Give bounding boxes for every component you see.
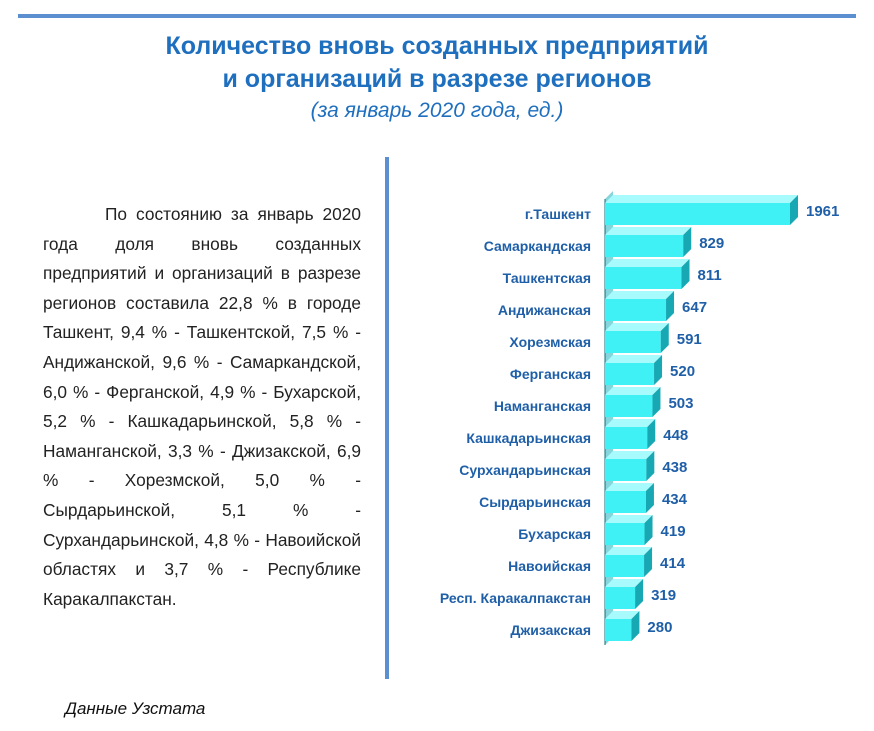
bar-front-face [605, 459, 646, 481]
category-label: Сырдарьинская [479, 494, 591, 510]
bar-front-face [605, 267, 682, 289]
data-label: 503 [668, 395, 694, 412]
data-label: 829 [699, 235, 725, 252]
page-title [0, 30, 874, 96]
top-rule [18, 14, 856, 18]
bar-front-face [605, 523, 645, 545]
bar-top-face [605, 483, 654, 491]
category-label: Наманганская [493, 398, 591, 414]
bar-front-face [605, 235, 683, 257]
bar-top-face [605, 227, 691, 235]
data-label: 419 [660, 523, 686, 540]
bar-front-face [605, 331, 661, 353]
bar-top-face [605, 547, 652, 555]
category-label: Сурхандарьинская [459, 462, 591, 478]
bar-top-face [605, 387, 660, 395]
bar-front-face [605, 619, 631, 641]
category-label: Ташкентская [502, 270, 591, 286]
data-label: 591 [676, 331, 702, 348]
data-label: 520 [670, 363, 696, 380]
data-label: 280 [647, 619, 673, 636]
category-label: Респ. Каракалпакстан [439, 590, 591, 606]
chart-category-labels [440, 206, 591, 638]
category-label: Бухарская [518, 526, 591, 542]
bar [605, 483, 654, 513]
data-label: 414 [660, 555, 686, 572]
bar-front-face [605, 427, 647, 449]
category-label: Самаркандская [483, 238, 591, 254]
bar-top-face [605, 291, 674, 299]
bar-top-face [605, 419, 655, 427]
title-line-1: Количество вновь созданных предприятий [165, 32, 709, 60]
category-label: Ферганская [509, 366, 591, 382]
regions-bar-chart [395, 185, 855, 665]
bar [605, 387, 660, 417]
category-label: г.Ташкент [524, 206, 591, 222]
bar [605, 291, 674, 321]
bar-front-face [605, 555, 644, 577]
bar-front-face [605, 203, 790, 225]
bar-front-face [605, 395, 652, 417]
bar [605, 611, 639, 641]
bar [605, 547, 652, 577]
bar-top-face [605, 195, 798, 203]
data-label: 647 [682, 299, 708, 316]
bar [605, 227, 691, 257]
bar-front-face [605, 299, 666, 321]
data-label: 1961 [806, 203, 840, 220]
bar-top-face [605, 323, 669, 331]
data-label: 319 [651, 587, 677, 604]
category-label: Хорезмская [509, 334, 591, 350]
source-note: Данные Узстата [65, 699, 206, 718]
title-line-2: и организаций в разрезе регионов [222, 65, 652, 93]
bar [605, 195, 798, 225]
bar [605, 579, 643, 609]
category-label: Джизакская [510, 622, 591, 638]
vertical-divider [385, 157, 389, 679]
bar-top-face [605, 515, 653, 523]
bar-front-face [605, 363, 654, 385]
bar [605, 323, 669, 353]
bar [605, 419, 655, 449]
data-label: 434 [661, 491, 687, 508]
bar-front-face [605, 491, 646, 513]
bar-front-face [605, 587, 635, 609]
bar [605, 355, 662, 385]
bar-top-face [605, 451, 654, 459]
bar-top-face [605, 355, 662, 363]
category-label: Андижанская [497, 302, 591, 318]
category-label: Кашкадарьинская [466, 430, 591, 446]
data-label: 438 [662, 459, 688, 476]
bar-top-face [605, 259, 690, 267]
bar [605, 259, 690, 289]
category-label: Навоийская [508, 558, 591, 574]
summary-paragraph: По состоянию за январь 2020 года доля вновь созданных предприятий и организаций в разрезе регионов составила 22,8 % в городе Ташкент, 9,4 % - Ташкентской, 7,5 % - Андижанской, 9,6 % - Самаркандской, 6,0 % - Ферганской, 4,9 % - Бухарской, 5,2 % - Кашкадарьинской, 5,8 % - Наманганской, 3,3 % - Джизакской, 6,9 % - Хорезмской, 5,0 % - Сырдарьинской, 5,1 % - Сурхандарьинской, 4,8 % - Навоийской областях и 3,7 % - Республике Каракалпакстан. [43, 204, 361, 609]
page-subtitle: (за январь 2020 года, ед.) [310, 99, 564, 122]
bar [605, 515, 653, 545]
data-label: 448 [663, 427, 689, 444]
chart-bars [605, 195, 798, 641]
data-label: 811 [697, 267, 722, 284]
bar [605, 451, 654, 481]
